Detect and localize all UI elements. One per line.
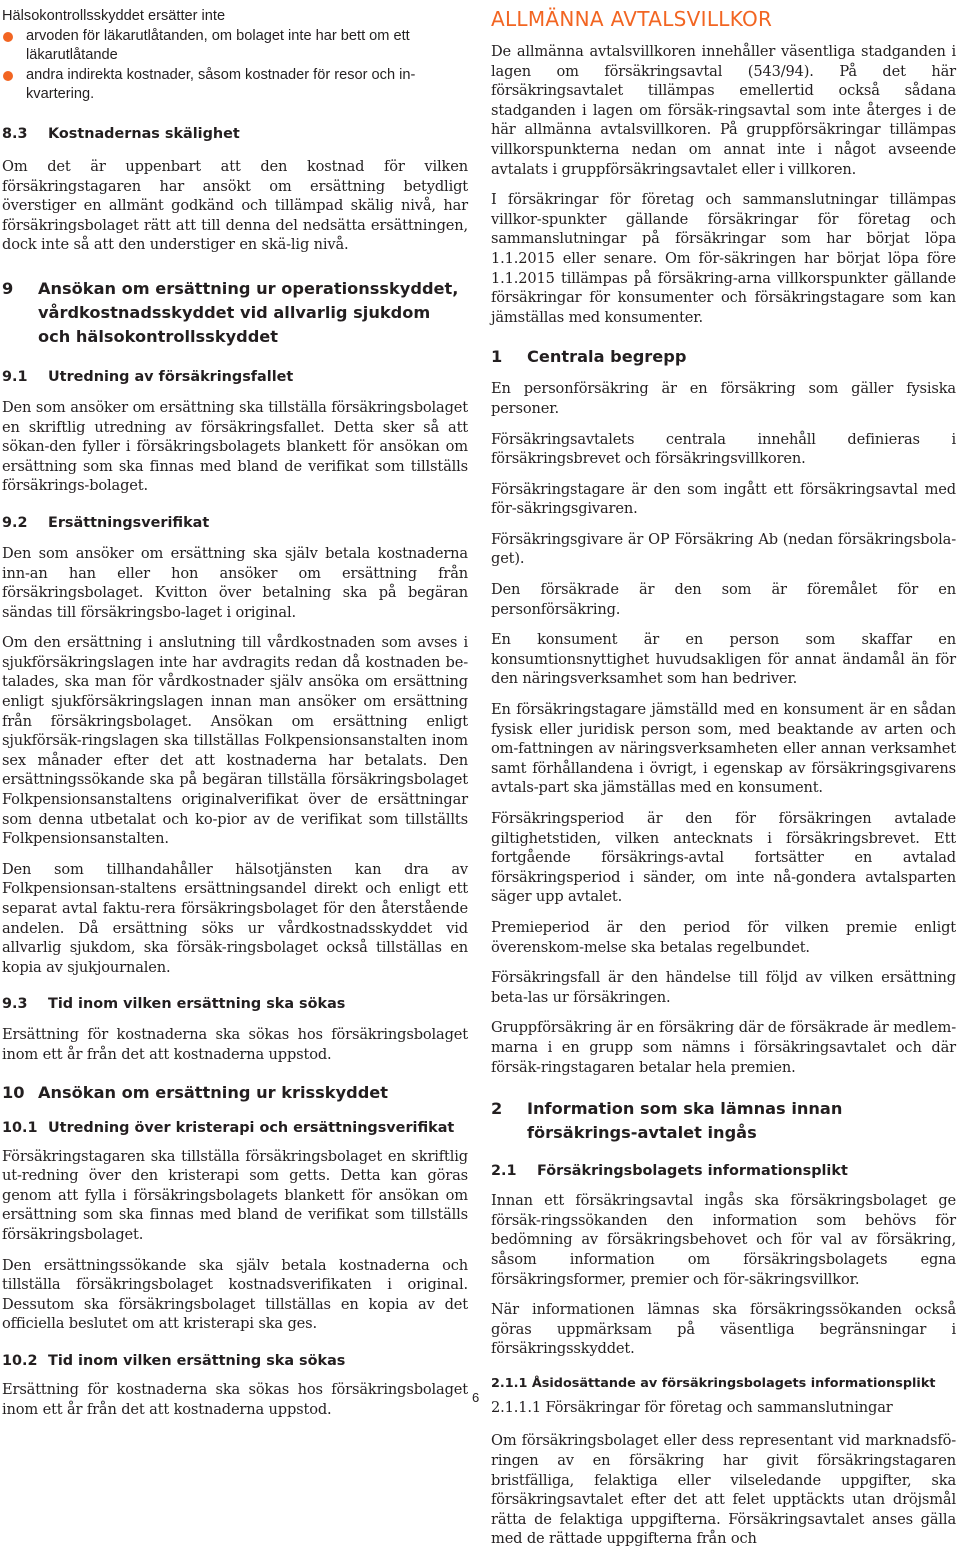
- paragraph: Ersättning för kostnaderna ska sökas hos försäkringsbolaget inom ett år från det att kostnaderna uppstod.: [2, 1380, 468, 1418]
- paragraph: När informationen lämnas ska försäkringssökanden också göras uppmärksam på väsentliga begränsningar i försäkringsskyddet.: [491, 1301, 956, 1358]
- paragraph: Innan ett försäkringsavtal ingås ska försäkringsbolaget ge försäk-ringssökanden den information som behövs för bedömning av försäkringsbehovet och för val av försäkring, såsom information om försäkringsbolagets egna försäkringsformer, premier och för-säkringsvillkor.: [491, 1192, 956, 1288]
- heading-10-1: 10.1 Utredning över kristerapi och ersättningsverifikat: [2, 1119, 455, 1136]
- bullet-list: [2, 27, 468, 105]
- paragraph: Om det är uppenbart att den kostnad för vilken försäkringstagaren har ansökt om ersättning betydligt överstiger en allmänt godkänd och tillämpad skälig nivå, har försäkringsbolaget rätt att till denna del nedsätta ersättningen, dock inte så att den understiger en skä-lig nivå.: [2, 157, 468, 254]
- heading-10: 10 Ansökan om ersättning ur krisskyddet: [2, 1082, 389, 1102]
- left-column: [2, 0, 468, 1419]
- intro-line: Hälsokontrollsskyddet ersätter inte: [2, 8, 226, 24]
- page-number: 6: [472, 1390, 480, 1405]
- subheading-2-1-1-1: 2.1.1.1 Försäkringar för företag och sammanslutningar: [491, 1398, 893, 1416]
- list-item: andra indirekta kostnader, såsom kostnader för resor och in-kvartering.: [2, 66, 468, 105]
- heading-9-1: 9.1 Utredning av försäkringsfallet: [2, 368, 294, 385]
- paragraph: Försäkringstagaren ska tillställa försäkringsbolaget en skriftlig ut-redning över den kristerapi som getts. Detta kan göras genom att fylla i försäkringsbolagets blankett för ansökan om ersättning som ska finnas med bland de verifikat som tillställs försäkringsbolaget.: [2, 1147, 468, 1243]
- definition-paragraph: Försäkringsavtalets centrala innehåll definieras i försäkringsbrevet och försäkringsvillkoren.: [491, 430, 956, 468]
- definition-paragraph: Försäkringsfall är den händelse till följd av vilken ersättning beta-las ur försäkringen.: [491, 969, 956, 1006]
- paragraph: Den som ansöker om ersättning ska själv betala kostnaderna inn-an han eller hon ansöker om ersättning från försäkringsbolaget. Kvitton över betalning ska på begäran sändas till försäkringsbo-laget i original.: [2, 544, 468, 621]
- heading-2: 2 Information som ska lämnas innan försäkrings-avtalet ingås: [491, 1099, 843, 1143]
- heading-2-1: 2.1 Försäkringsbolagets informationsplikt: [491, 1163, 848, 1180]
- heading-1: 1 Centrala begrepp: [491, 347, 687, 367]
- list-item: arvoden för läkarutlåtanden, om bolaget inte har bett om ett läkarutlåtande: [2, 27, 468, 66]
- right-column: [491, 0, 956, 1549]
- definition-paragraph: En personförsäkring är en försäkring som gäller fysiska personer.: [491, 380, 956, 417]
- definition-paragraph: Försäkringsgivare är OP Försäkring Ab (nedan försäkringsbola-get).: [491, 530, 956, 568]
- heading-8-3: 8.3 Kostnadernas skälighet: [2, 125, 240, 142]
- paragraph: Den ersättningssökande ska själv betala kostnaderna och tillställa försäkringsbolaget kostnadsverifikaten i original. Dessutom ska försäkringsbolaget tillställas en kopia av det officiella beslutet om att kristerapi ska ges.: [2, 1256, 468, 1333]
- definitions-list: [491, 379, 956, 1077]
- paragraph: Ersättning för kostnaderna ska sökas hos försäkringsbolaget inom ett år från det att kostnaderna uppstod.: [2, 1026, 468, 1063]
- paragraph: Om den ersättning i anslutning till vårdkostnaden som avses i sjukförsäkringslagen inte har avdragits redan då kostnaden be-talades, ska man för vårdkostnader själv ansöka om ersättning enligt sjukförsäkringslagen innan man ansöker om ersättning från försäkringsbolaget. Ansökan om ersättning enligt sjukförsäk-ringslagen ska tillställas Folkpensionsanstalten inom sex månader efter det att kostnaderna har betalats. Den ersättningssökande ska på begäran tillställa försäkringsbolaget Folkpensionsanstaltens originalverifikat över de ersättningar som denna utbetalat och ko-pior av de verifikat som tillställts Folkpensionsanstalten.: [2, 634, 468, 848]
- heading-9: 9 Ansökan om ersättning ur operationsskyddet, vårdkostnadsskyddet vid allvarlig sjukdom och hälsokontrollsskyddet: [2, 278, 459, 346]
- bullet-icon: [3, 71, 13, 81]
- paragraph: I försäkringar för företag och sammanslutningar tillämpas villkor-spunkter gällande försäkringar för företag och sammanslutningar på försäkringar som har börjat löpa 1.1.2015 eller senare. Om för-säkringen har börjat löpa före 1.1.2015 tillämpas på försäkring-arna villkorspunkter gällande försäkringar för konsumenter och försäkringstagare som kan jämställas med konsumenter.: [491, 191, 956, 326]
- bullet-icon: [3, 32, 13, 42]
- paragraph: Om försäkringsbolaget eller dess representant vid marknadsfö-ringen av en försäkring har givit försäkringstagaren bristfälliga, felaktiga eller vilseledande uppgifter, ska försäkringsavtalet efter det att felet upptäckts utan dröjsmål rätta de felaktiga uppgifterna. Försäkringsavtalet anses gälla med de rättade uppgifterna från och: [491, 1432, 956, 1548]
- page-title: ALLMÄNNA AVTALSVILLKOR: [491, 7, 773, 31]
- definition-paragraph: Gruppförsäkring är en försäkring där de försäkrade är medlem-marna i en grupp som nämns i försäkringsavtalet och där försäk-ringstagaren betalar hela premien.: [491, 1019, 956, 1076]
- definition-paragraph: Den försäkrade är den som är föremålet för en personförsäkring.: [491, 581, 956, 618]
- definition-paragraph: Försäkringstagare är den som ingått ett försäkringsavtal med för-säkringsgivaren.: [491, 480, 956, 518]
- heading-9-3: 9.3 Tid inom vilken ersättning ska sökas: [2, 996, 346, 1013]
- definition-paragraph: Premieperiod är den period för vilken premie enligt överenskom-melse ska betalas regelbundet.: [491, 918, 956, 956]
- paragraph: De allmänna avtalsvillkoren innehåller väsentliga stadganden i lagen om försäkringsavtal (543/94). På det här försäkringsavtalet tillämpas emellertid också sådana stadganden i lagen om försäk-ringsavtal som inte återges i de här allmänna avtalsvillkoren. På gruppförsäkringar tillämpas villkorspunkterna nedan om annat inte i något avseende avtalats i gruppförsäkringsavtalet eller i villkoren.: [491, 43, 956, 178]
- heading-2-1-1: 2.1.1 Åsidosättande av försäkringsbolagets informationsplikt: [491, 1375, 936, 1391]
- heading-10-2: 10.2 Tid inom vilken ersättning ska sökas: [2, 1352, 346, 1369]
- heading-9-2: 9.2 Ersättningsverifikat: [2, 514, 210, 531]
- paragraph: Den som ansöker om ersättning ska tillställa försäkringsbolaget en skriftlig utredning av försäkringsfallet. Detta sker så att sökan-den fyller i försäkringsbolagets blankett för ansökan om ersättning som ska finnas med bland de verifikat som tillställs försäkrings-bolaget.: [2, 398, 468, 495]
- paragraph: Den som tillhandahåller hälsotjänsten kan dra av Folkpensionsan-staltens ersättningsandel direkt och enligt ett separat avtal faktu-rera försäkringsbolaget för den återstående andelen. Då ersättning söks ur vårdkostnadsskyddet vid allvarlig sjukdom, ska försäk-ringsbolaget också tillställas en kopia av sjukjournalen.: [2, 860, 468, 976]
- definition-paragraph: En konsument är en person som skaffar en konsumtionsnyttighet huvudsakligen för annat ändamål än för den näringsverksamhet som han bedriver.: [491, 631, 956, 688]
- definition-paragraph: Försäkringsperiod är den för försäkringen avtalade giltighetstiden, vilken antecknats i försäkringsbrevet. Ett fortgående försäkrings-avtal fortsätter en avtalad försäkringsperiod i sänder, om inte nå-gondera avtalsparten säger upp avtalet.: [491, 810, 956, 906]
- definition-paragraph: En försäkringstagare jämställd med en konsument är en sådan fysisk eller juridisk person som, med beaktande av arten och om-fattningen av näringsverksamheten eller annan verksamhet samt förhållandena i övrigt, i egenskap av försäkringsgivarens avtals-part ska jämställas med en konsument.: [491, 701, 956, 797]
